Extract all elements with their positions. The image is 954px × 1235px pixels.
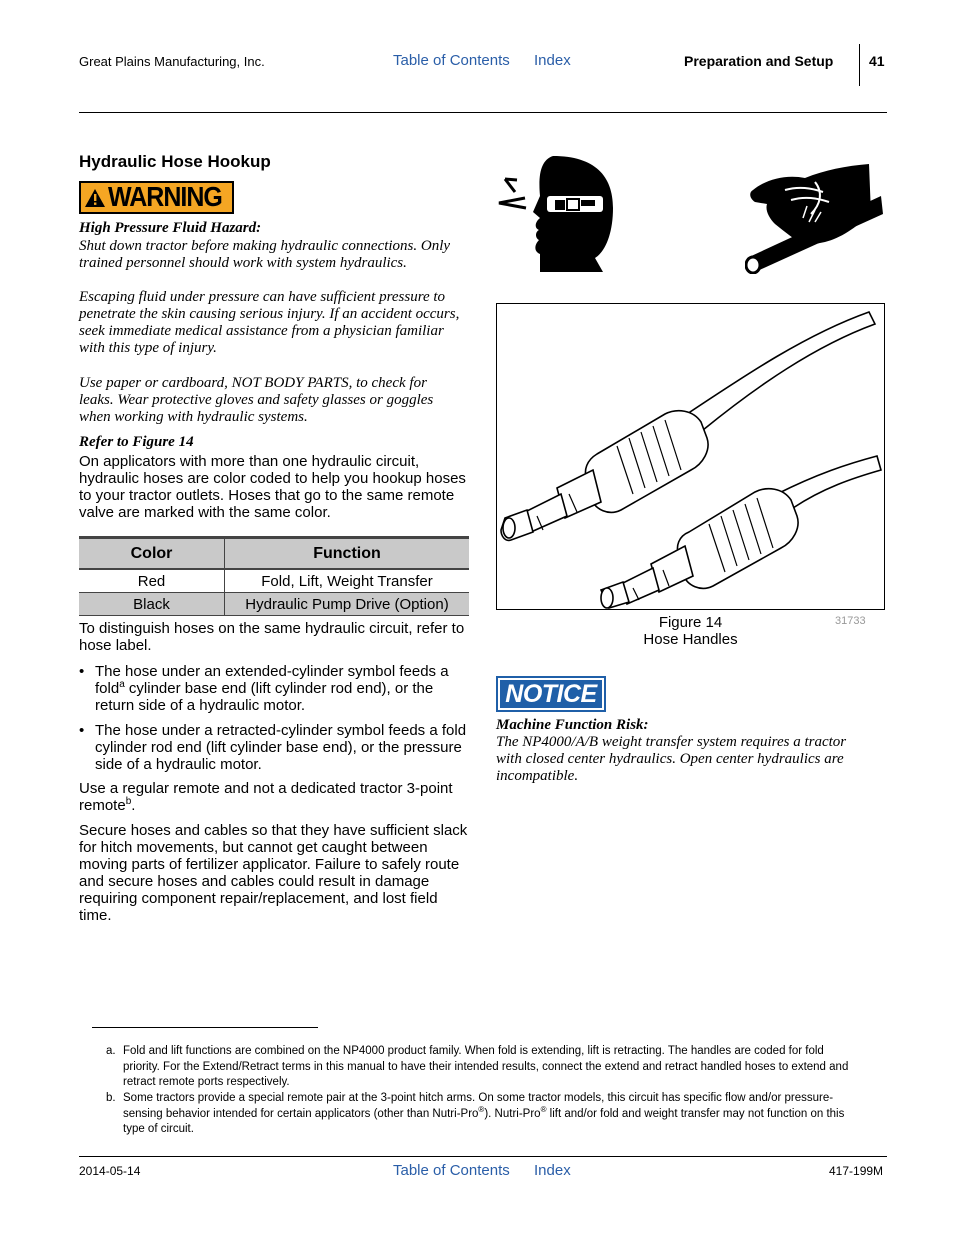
footer-date: 2014-05-14: [79, 1164, 141, 1178]
remote-paragraph: Use a regular remote and not a dedicated tractor 3-point remote$^b$.: [79, 780, 453, 814]
doc-number: 417-199M: [829, 1164, 884, 1178]
footer-rule: [79, 1156, 887, 1157]
figure-caption: [496, 614, 885, 648]
table-cell: Hydraulic Pump Drive (Option): [225, 593, 470, 616]
footnote-rule: [92, 1027, 318, 1028]
distinguish-paragraph: To distinguish hoses on the same hydraulic circuit, refer to hose label.: [79, 620, 465, 654]
footnote-a-text: Fold and lift functions are combined on the NP4000 product family. When fold is extending, lift is retracting. The handles are coded for fold priority. For the Extend/Retract terms in this manual to have their intended results, connect the extend and retract handled hoses to extend and retract remote ports respectively.: [123, 1045, 849, 1088]
eye-protection-icon: [495, 156, 645, 272]
table-header-color: Color: [79, 538, 225, 570]
hose-handles-illustration: [497, 304, 884, 609]
warning-para-3: Use paper or cardboard, NOT BODY PARTS, to check for leaks. Wear protective gloves and safety glasses or goggles when working with hydraulic systems.: [79, 375, 434, 425]
secure-paragraph: Secure hoses and cables so that they have sufficient slack for hitch movements, but cannot get caught between moving parts of fertilizer applicator. Failure to safely route and secure hoses and cables could result in damage requiring component repair/replacement, and lost field time.: [79, 822, 468, 924]
warning-badge: [79, 181, 234, 214]
footnote-ref-a[interactable]: a: [119, 679, 125, 690]
header-divider: [859, 44, 860, 86]
table-cell: Red: [79, 569, 225, 593]
header-rule: [79, 112, 887, 113]
footnote-ref-b[interactable]: b: [125, 796, 132, 807]
notice-badge: [496, 676, 606, 712]
table-row: [79, 569, 469, 593]
warning-para-2: Escaping fluid under pressure can have sufficient pressure to penetrate the skin causing serious injury. If an accident occurs, seek immediate medical assistance from a physician familiar with this type of injury.: [79, 289, 460, 356]
table-header-function: Function: [225, 538, 470, 570]
figure-title: Hose Handles: [643, 631, 738, 648]
fluid-injection-hand-icon: [745, 162, 885, 274]
warning-label: WARNING: [108, 181, 222, 213]
table-cell: Fold, Lift, Weight Transfer: [225, 569, 470, 593]
figure-14-frame: [496, 303, 885, 610]
page-number: 41: [869, 53, 885, 69]
list-item: • The hose under an extended-cylinder symbol feeds a fold$^a$ cylinder base end (lift cylinder rod end), or the return side of a hydraulic motor.: [79, 663, 449, 714]
section-name: Preparation and Setup: [684, 53, 834, 69]
section-title: Hydraulic Hose Hookup: [79, 152, 271, 171]
index-link[interactable]: Index: [534, 52, 571, 69]
notice-title: Machine Function Risk:: [496, 717, 649, 733]
notice-text: The NP4000/A/B weight transfer system requires a tractor with closed center hydraulics. Open center hydraulics are incompatible.: [496, 734, 847, 784]
refer-figure: Refer to Figure 14: [79, 434, 194, 450]
warning-title: High Pressure Fluid Hazard:: [79, 220, 262, 236]
intro-paragraph: On applicators with more than one hydraulic circuit, hydraulic hoses are color coded to help you hookup hoses to your tractor outlets. Hoses that go to the same remote valve are marked with the same color.: [79, 453, 466, 521]
table-cell: Black: [79, 593, 225, 616]
color-function-table: [79, 536, 469, 616]
footnote-b-text: Some tractors provide a special remote pair at the 3-point hitch arms. On some tractor models, this circuit has specific flow and/or pressure-sensing behavior intended for certain applicators (other than Nutri-Pro®). Nutri-Pro® lift and/or fold and weight transfer may not function on this type of circuit.: [123, 1092, 845, 1135]
toc-link[interactable]: Table of Contents: [393, 52, 510, 69]
warning-triangle-icon: [84, 188, 106, 208]
footer-index-link[interactable]: Index: [534, 1162, 571, 1179]
table-row: [79, 593, 469, 616]
bullet-list: [79, 663, 471, 781]
figure-number: Figure 14: [658, 614, 723, 631]
figure-id: 31733: [835, 615, 866, 627]
footer-toc-link[interactable]: Table of Contents: [393, 1162, 510, 1179]
list-item: • The hose under a retracted-cylinder symbol feeds a fold cylinder rod end (lift cylinder base end), or the pressure side of a hydraulic motor.: [79, 722, 467, 773]
footnote-b-label: b.: [106, 1092, 116, 1104]
warning-para-1: Shut down tractor before making hydraulic connections. Only trained personnel should work with system hydraulics.: [79, 238, 451, 271]
company-name: Great Plains Manufacturing, Inc.: [79, 54, 265, 69]
footnote-a-label: a.: [106, 1045, 116, 1057]
notice-label: NOTICE: [500, 680, 602, 708]
